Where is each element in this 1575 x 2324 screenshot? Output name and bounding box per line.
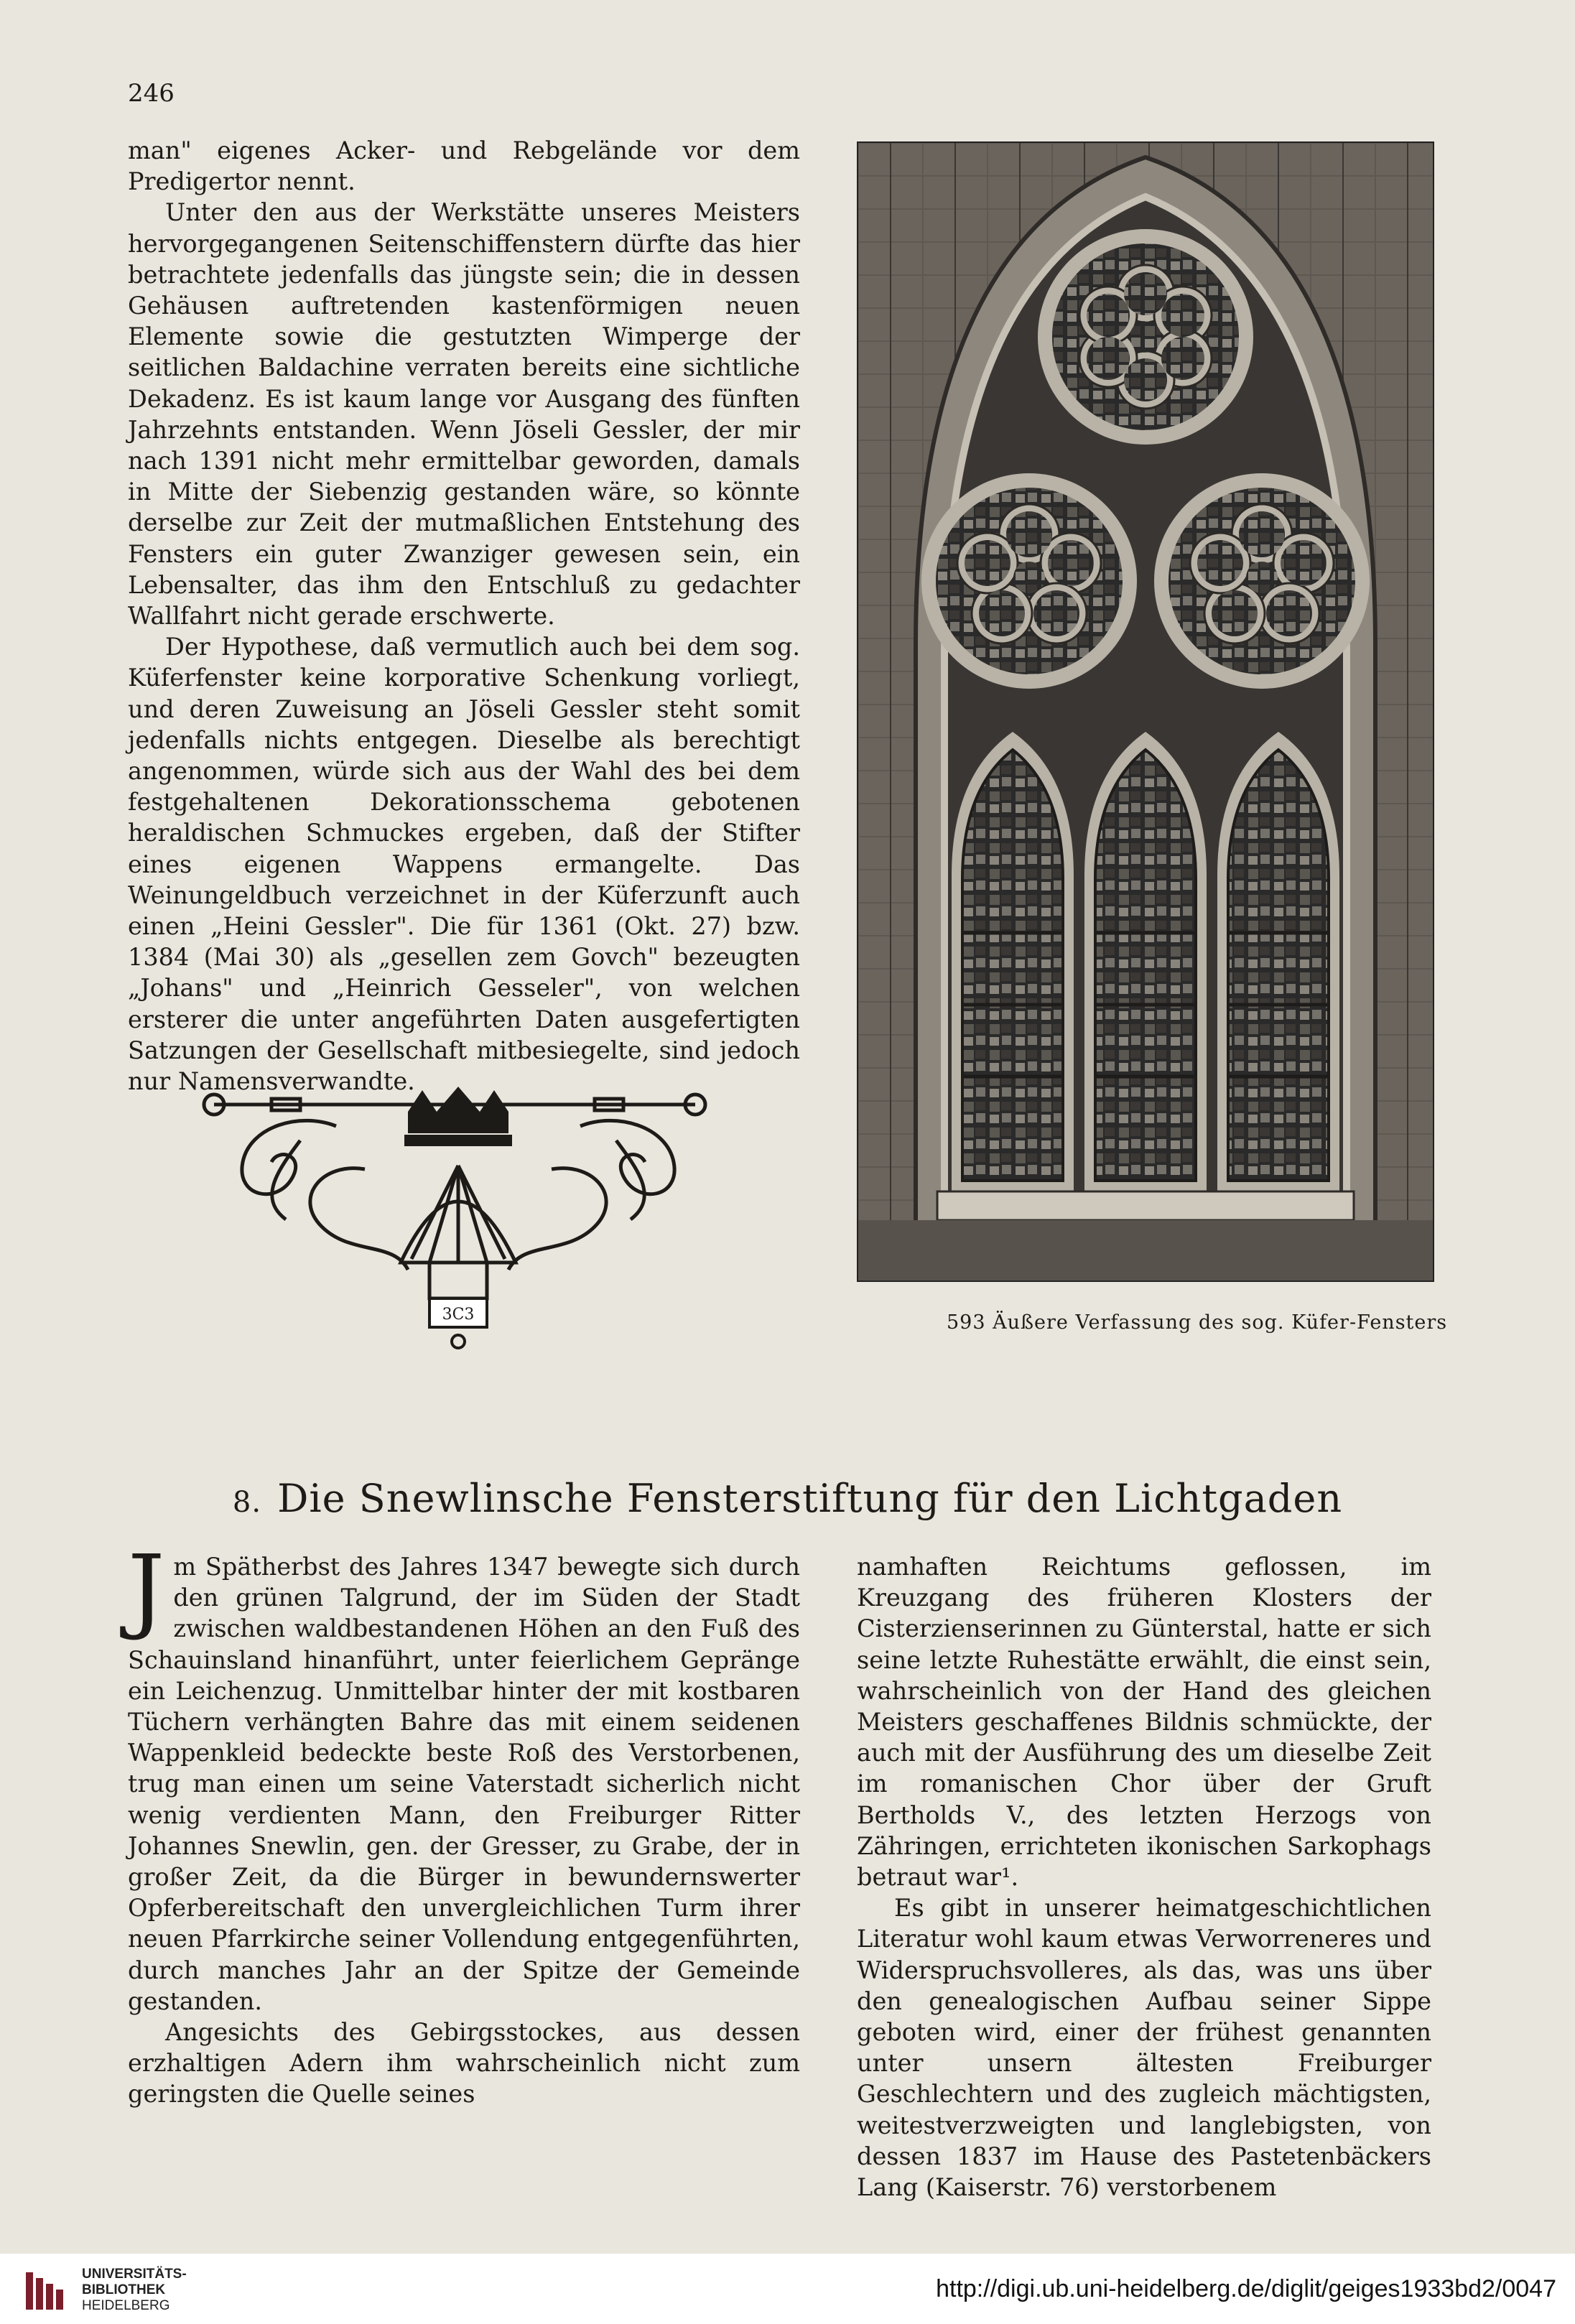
paragraph xyxy=(128,1536,800,2017)
paragraph: Angesichts des Gebirgsstockes, aus dessen erzhaltigen Adern ihm wahrscheinlich nicht zum geringsten die Quelle seines xyxy=(128,2018,800,2109)
paragraph: Unter den aus der Werkstätte unseres Meisters hervorgegangenen Seitenschiffenstern dürfte das hier betrachtete jedenfalls das jüngste sein; die in dessen Gehäusen auftretenden kastenförmigen neuen Elemente sowie die gestutzten Wimperge der seitlichen Baldachine verraten bereits eine sichtliche Dekadenz. Es ist kaum lange vor Ausgang des fünften Jahrzehnts entstanden. Wenn Jöseli Gessler, der mir nach 1391 nicht mehr ermittelbar geworden, damals in Mitte der Siebenzig gestanden wäre, so könnte derselbe zur Zeit der mutmaßlichen Entstehung des Fensters ein guter Zwanziger gewesen sein, ein Lebensalter, das ihm den Entschluß zu gedachter Wallfahrt nicht gerade erschwerte. xyxy=(128,198,800,631)
paragraph-text: m Spätherbst des Jahres 1347 bewegte sich durch den grünen Talgrund, der im Süden der Stadt zwischen waldbestandenen Höhen an den Fuß des Schauinsland hinanführt, unter feierlichem Gepränge ein Leichenzug. Unmittelbar hinter der mit kostbaren Tüchern verhängten Bahre das mit einem seidenen Wappenkleid bedeckte beste Roß des Verstorbenen, trug man einen um seine Vaterstadt sicherlich nicht wenig verdienten Mann, den Freiburger Ritter Johannes Snewlin, gen. der Gresser, zu Grabe, der in großer Zeit, da die Bürger in bewundernswerter Opferbereitschaft den unvergleichlichen Turm ihrer neuen Pfarrkirche seiner Vollendung entgegenführten, durch manches Jahr an der Spitze der Gemeinde gestanden. xyxy=(128,1553,800,2015)
section-number: 8. xyxy=(232,1486,262,1519)
page-number: 246 xyxy=(128,79,175,108)
footer-bar xyxy=(0,2254,1575,2324)
section-title: Die Snewlinsche Fensterstiftung für den Lichtgaden xyxy=(277,1476,1343,1521)
lower-right-column xyxy=(857,1551,1431,2203)
logo-line: HEIDELBERG xyxy=(82,2298,170,2313)
logo-line: BIBLIOTHEK xyxy=(82,2282,166,2297)
paragraph: Der Hypothese, daß vermutlich auch bei dem sog. Küferfenster keine korporative Schenkung vorliegt, und deren Zuweisung an Jöseli Gessler steht somit jedenfalls nichts entgegen. Dieselbe als berechtigt angenommen, würde sich aus der Wahl des bei dem festgehaltenen Dekorationsschema gebotenen heraldischen Schmuckes ergeben, daß der Stifter eines eigenen Wappens ermangelte. Das Weinungeldbuch verzeichnet in der Küferzunft auch einen „Heini Gessler". Die für 1361 (Okt. 27) bzw. 1384 (Mai 30) als „gesellen zem Govch" bezeugten „Johans" und „Heinrich Gesseler", von welchen ersterer die unter angeführten Daten ausgefertigten Satzungen der Gesellschaft mitbesiegelte, sind jedoch nur Namensverwandte. xyxy=(128,633,800,1096)
heraldic-ornament xyxy=(192,1083,724,1356)
upper-left-column xyxy=(128,135,800,1097)
logo-line: UNIVERSITÄTS- xyxy=(82,2267,187,2282)
section-heading xyxy=(0,1476,1575,1521)
paragraph: Es gibt in unserer heimatgeschichtlichen Literatur wohl kaum etwas Verworreneres und Widerspruchsvolleres, als das, was uns über den genealogischen Aufbau seiner Sippe geboten wird, einer der frühest genannten unter unsern ältesten Freiburger Geschlechtern und des zugleich mächtigsten, weitestverzweigten und langlebigsten, von dessen 1837 im Hause des Pastetenbäckers Lang (Kaiserstr. 76) verstorbenem xyxy=(857,1894,1431,2202)
window-photograph xyxy=(857,141,1434,1282)
paragraph: man" eigenes Acker- und Rebgelände vor dem Predigertor nennt. xyxy=(128,136,800,196)
source-url-link[interactable]: http://digi.ub.uni-heidelberg.de/diglit/geiges1933bd2/0047 xyxy=(936,2275,1556,2302)
figure-caption: 593 Äußere Verfassung des sog. Küfer-Fensters xyxy=(947,1311,1448,1334)
library-logo-text xyxy=(82,2267,187,2314)
paragraph: namhaften Reichtums geflossen, im Kreuzgang des früheren Klosters der Cisterzienserinnen zu Günterstal, hatte er sich seine letzte Ruhestätte erwählt, die einst sein, wahrscheinlich von der Hand des gleichen Meisters geschaffenes Bildnis schmückte, der auch mit der Ausführung des um dieselbe Zeit im romanischen Chor über der Gruft Bertholds V., des letzten Herzogs von Zähringen, errichteten ikonischen Sarkophags betraut war¹. xyxy=(857,1553,1431,1892)
drop-cap: J xyxy=(128,1536,165,1643)
ornament-label: 3C3 xyxy=(442,1306,475,1324)
library-logo-icon xyxy=(23,2269,72,2313)
lower-left-column xyxy=(128,1536,800,2110)
window-illustration xyxy=(858,143,1433,1280)
